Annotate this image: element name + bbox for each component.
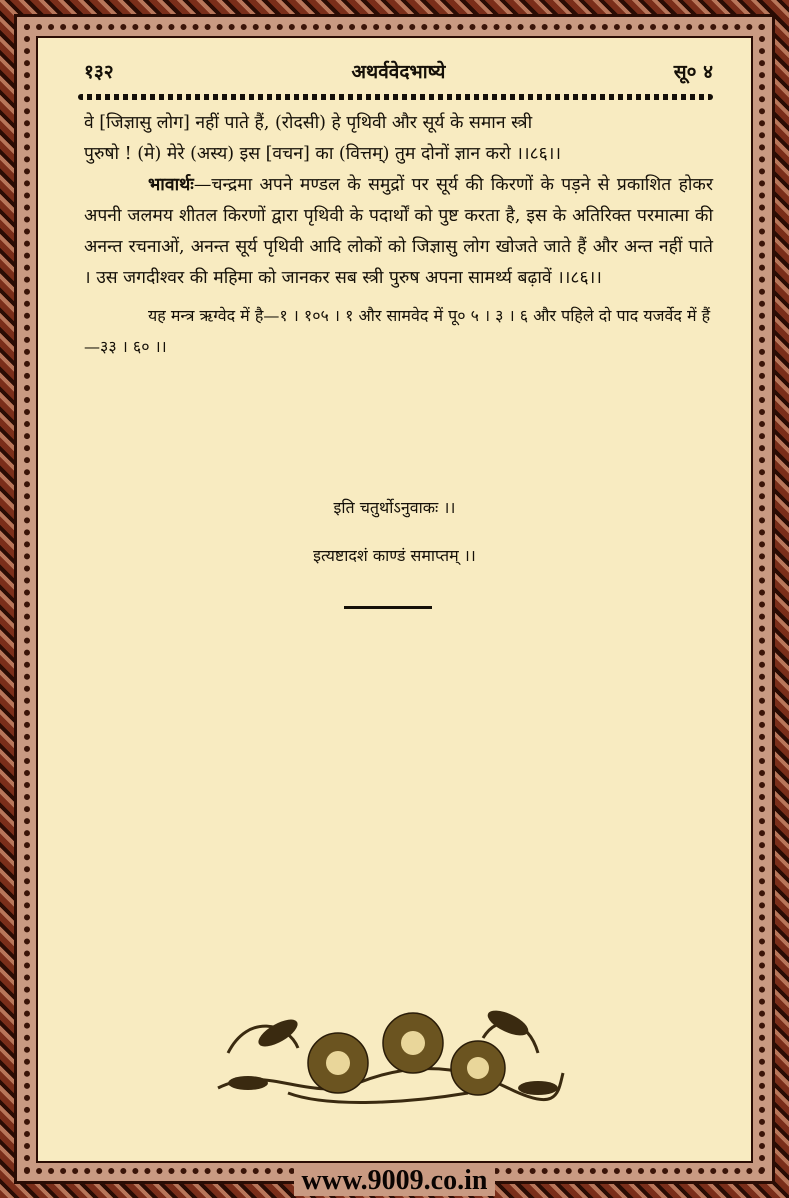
bhavartha-label: भावार्थः [148, 175, 194, 195]
sukta-label: सू० ४ [673, 61, 713, 83]
reference-paragraph: यह मन्त्र ऋग्वेद में है—१ । १०५ । १ और सामवेद में पू० ५ । ३ । ६ और पहिले दो पाद यजर्वेद में हैं—३३ । ६० ।। [84, 306, 711, 356]
footer-url [0, 1163, 789, 1198]
floral-ornament-icon [208, 993, 568, 1108]
book-page [36, 36, 753, 1163]
book-title: अथर्ववेदभाष्ये [351, 61, 446, 83]
bhavartha-text: —चन्द्रमा अपने मण्डल के समुद्रों पर सूर्य की किरणों के पड़ने से प्रकाशित होकर अपनी जलमय शीतल किरणों द्वारा पृथिवी के पदार्थों को पुष्ट करता है, इस के अतिरिक्त परमात्मा की अनन्त रचनाओं, अनन्त सूर्य पृथिवी आदि लोकों को जिज्ञासु लोग खोजते जाते हैं और अन्त नहीं पाते । उस जगदीश्वर की महिमा को जानकर सब स्त्री पुरुष अपना सामर्थ्य बढ़ावें ।।८६।। [84, 175, 713, 288]
verse-line-2: पुरुषो ! (मे) मेरे (अस्य) इस [वचन] का (वित्तम्) तुम दोनों ज्ञान करो ।।८६।। [84, 144, 562, 164]
page-header [84, 58, 713, 88]
footer-url-text: www.9009.co.in [294, 1165, 496, 1196]
verse-line-1: वे [जिज्ञासु लोग] नहीं पाते हैं, (रोदसी) हे पृथिवी और सूर्य के समान स्त्री [84, 113, 533, 133]
kanda-end: इत्यष्टादशं काण्डं समाप्तम् ।। [313, 546, 476, 565]
body-text [84, 108, 713, 362]
page-number: १३२ [84, 61, 114, 83]
end-line [344, 606, 432, 609]
anuvaka-end: इति चतुर्थोऽनुवाकः ।। [333, 498, 456, 517]
bhavartha-paragraph [84, 170, 713, 294]
header-divider [78, 94, 713, 100]
